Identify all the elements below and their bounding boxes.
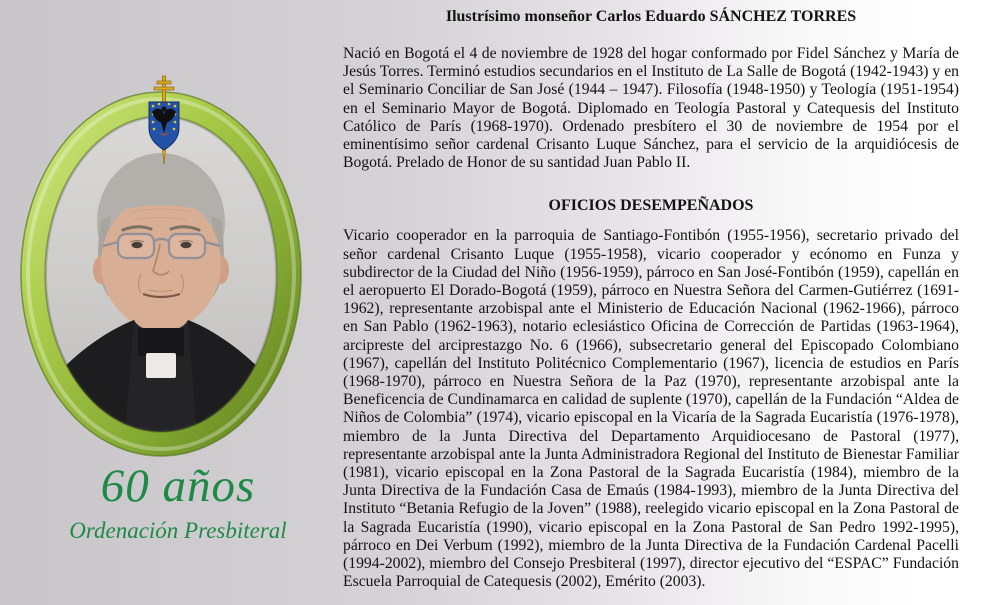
ordination-caption: Ordenación Presbiteral bbox=[69, 518, 287, 543]
biography-paragraph: Nació en Bogotá el 4 de noviembre de 1928 del hogar conformado por Fidel Sánchez y María de Jesús Torres. Terminó estudios secundarios en el Instituto de La Salle de Bogotá (1942-1943) y en el Seminario Conciliar de San José (1944 – 1947). Filosofía (1948-1950) y Teología (1951-1954) en el Seminario Mayor de Bogotá. Diplomado en Teología Pastoral y Catequesis del Instituto Católico de París (1968-1970). Ordenado presbítero el 30 de noviembre de 1954 por el eminentísimo señor cardenal Crisanto Luque Sánchez, para el servicio de la arquidiócesis de Bogotá. Prelado de Honor de su santidad Juan Pablo II. bbox=[343, 45, 959, 172]
biography-column bbox=[343, 7, 959, 591]
portrait-panel bbox=[0, 0, 332, 605]
offices-paragraph: Vicario cooperador en la parroquia de Santiago-Fontibón (1955-1956), secretario privado del señor cardenal Crisanto Luque (1955-1958), vicario cooperador y ecónomo en Funza y subdirector de la Ciudad del Niño (1956-1959), párroco en San José-Fontibón (1959), capellán en el aeropuerto El Dorado-Bogotá (1959), párroco en Nuestra Señora del Carmen-Gutiérrez (1691-1962), representante arzobispal ante el Ministerio de Educación Nacional (1962-1966), párroco en San Pablo (1962-1963), notario eclesiástico Oficina de Corrección de Partidas (1963-1964), arcipreste del arciprestazgo No. 6 (1966), subsecretario general del Episcopado Colombiano (1967), capellán del Instituto Politécnico Complementario (1967), licencia de estudios en París (1968-1970), párroco en Nuestra Señora de la Paz (1970), representante arzobispal ante la Beneficencia de Cundinamarca en calidad de suplente (1970), capellán de la Fundación “Aldea de Niños de Colombia” (1974), vicario episcopal en la Vicaría de la Sagrada Eucaristía (1976-1978), miembro de la Junta Directiva del Departamento Arquidiocesano de Pastoral (1977), representante arzobispal ante la Junta Administradora Regional del Instituto de Bienestar Familiar (1981), vicario episcopal en la Zona Pastoral de la Sagrada Eucaristía (1984), miembro de la Junta Directiva de la Fundación Casa de Emaús (1984-1993), miembro de la Junta Directiva del Instituto “Betania Refugio de la Joven” (1988), reelegido vicario episcopal en la Zona Pastoral de la Sagrada Eucaristía (1990), vicario episcopal en la Zona Pastoral de San Pedro 1992-1995), párroco en Dei Verbum (1992), miembro de la Junta Directiva de la Fundación Cardenal Pacelli (1994-2002), miembro del Consejo Presbiteral (1997), director ejecutivo del “ESPAC” Fundación Escuela Parroquial de Catequesis (2002), Emérito (2003). bbox=[343, 227, 959, 591]
framed-portrait bbox=[4, 60, 320, 472]
page-title: Ilustrísimo monseñor Carlos Eduardo SÁNCHEZ TORRES bbox=[445, 8, 857, 25]
roman-collar bbox=[146, 353, 176, 378]
anniversary-caption: 60 años bbox=[100, 460, 256, 512]
section-heading: OFICIOS DESEMPEÑADOS bbox=[548, 197, 754, 215]
